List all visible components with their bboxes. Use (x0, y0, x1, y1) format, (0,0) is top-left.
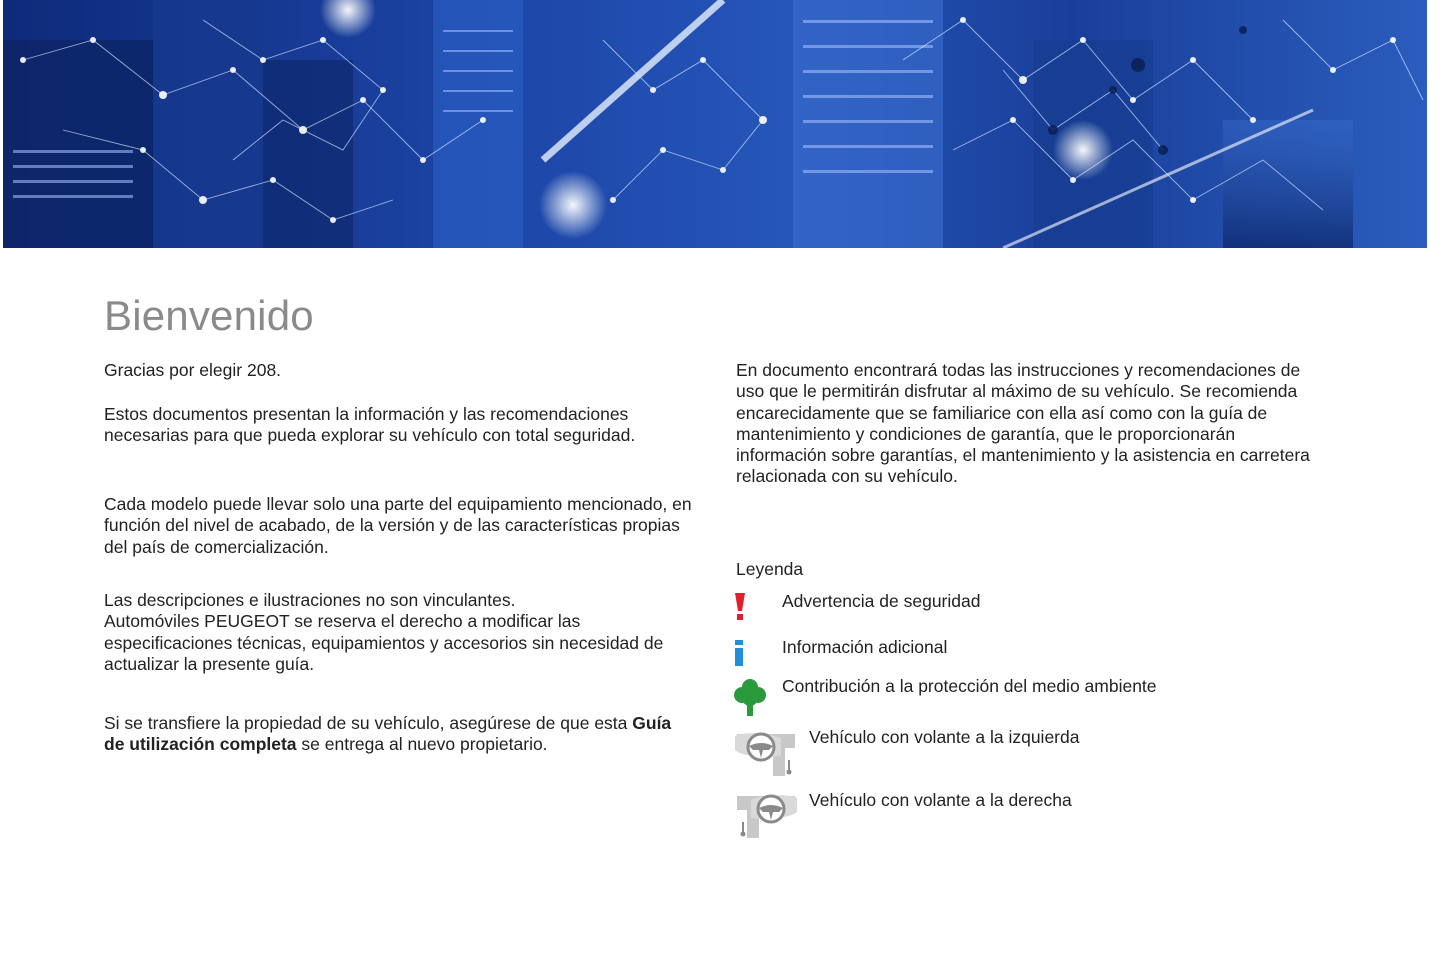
legend-label-warning: Advertencia de seguridad (782, 591, 981, 611)
legend-title: Leyenda (736, 559, 804, 579)
thanks-paragraph: Gracias por elegir 208. (104, 360, 282, 380)
legend-label-environment: Contribución a la protección del medio ambiente (782, 676, 1157, 696)
header-banner-image (3, 0, 1427, 248)
complete-guide-name: Guía de utilización completa (104, 713, 672, 755)
disclaimer-line-2: Automóviles PEUGEOT se reserva el derecho a modificar las especificaciones técnicas, equipamientos y accesorios sin necesidad de actualizar la presente guía. (104, 611, 664, 674)
info-icon (734, 640, 744, 666)
ownership-text-after: se entrega al nuevo propietario. (296, 734, 548, 755)
legend-label-left-hand-drive: Vehículo con volante a la izquierda (809, 727, 1080, 747)
disclaimer-paragraph (104, 590, 694, 675)
document-usage-paragraph: En documento encontrará todas las instrucciones y recomendaciones de uso que le permitirán disfrutar al máximo de su vehículo. Se recomienda encarecidamente que se familiarice con ella así como con la guía de mantenimiento y condiciones de garantía, que le proporcionarán información sobre garantías, el mantenimiento y la asistencia en carretera relacionada con su vehículo. (736, 360, 1310, 487)
city-network-illustration (3, 0, 1427, 248)
ownership-transfer-paragraph (104, 713, 694, 756)
left-hand-drive-icon (735, 730, 797, 778)
equipment-paragraph: Cada modelo puede llevar solo una parte del equipamiento mencionado, en función del nivel de acabado, de la versión y de las características propias del país de comercialización. (104, 494, 692, 557)
documents-intro-paragraph: Estos documentos presentan la información y las recomendaciones necesarias para que pueda explorar su vehículo con total seguridad. (104, 404, 636, 446)
right-hand-drive-icon (735, 792, 797, 840)
warning-exclamation-icon (734, 593, 746, 621)
disclaimer-line-1: Las descripciones e ilustraciones no son vinculantes. (104, 590, 516, 610)
legend-label-info: Información adicional (782, 637, 948, 657)
page-title: Bienvenido (104, 292, 314, 339)
tree-icon (734, 678, 766, 716)
ownership-text-before: Si se transfiere la propiedad de su vehículo, asegúrese de que esta (104, 713, 633, 733)
legend-label-right-hand-drive: Vehículo con volante a la derecha (809, 790, 1072, 810)
